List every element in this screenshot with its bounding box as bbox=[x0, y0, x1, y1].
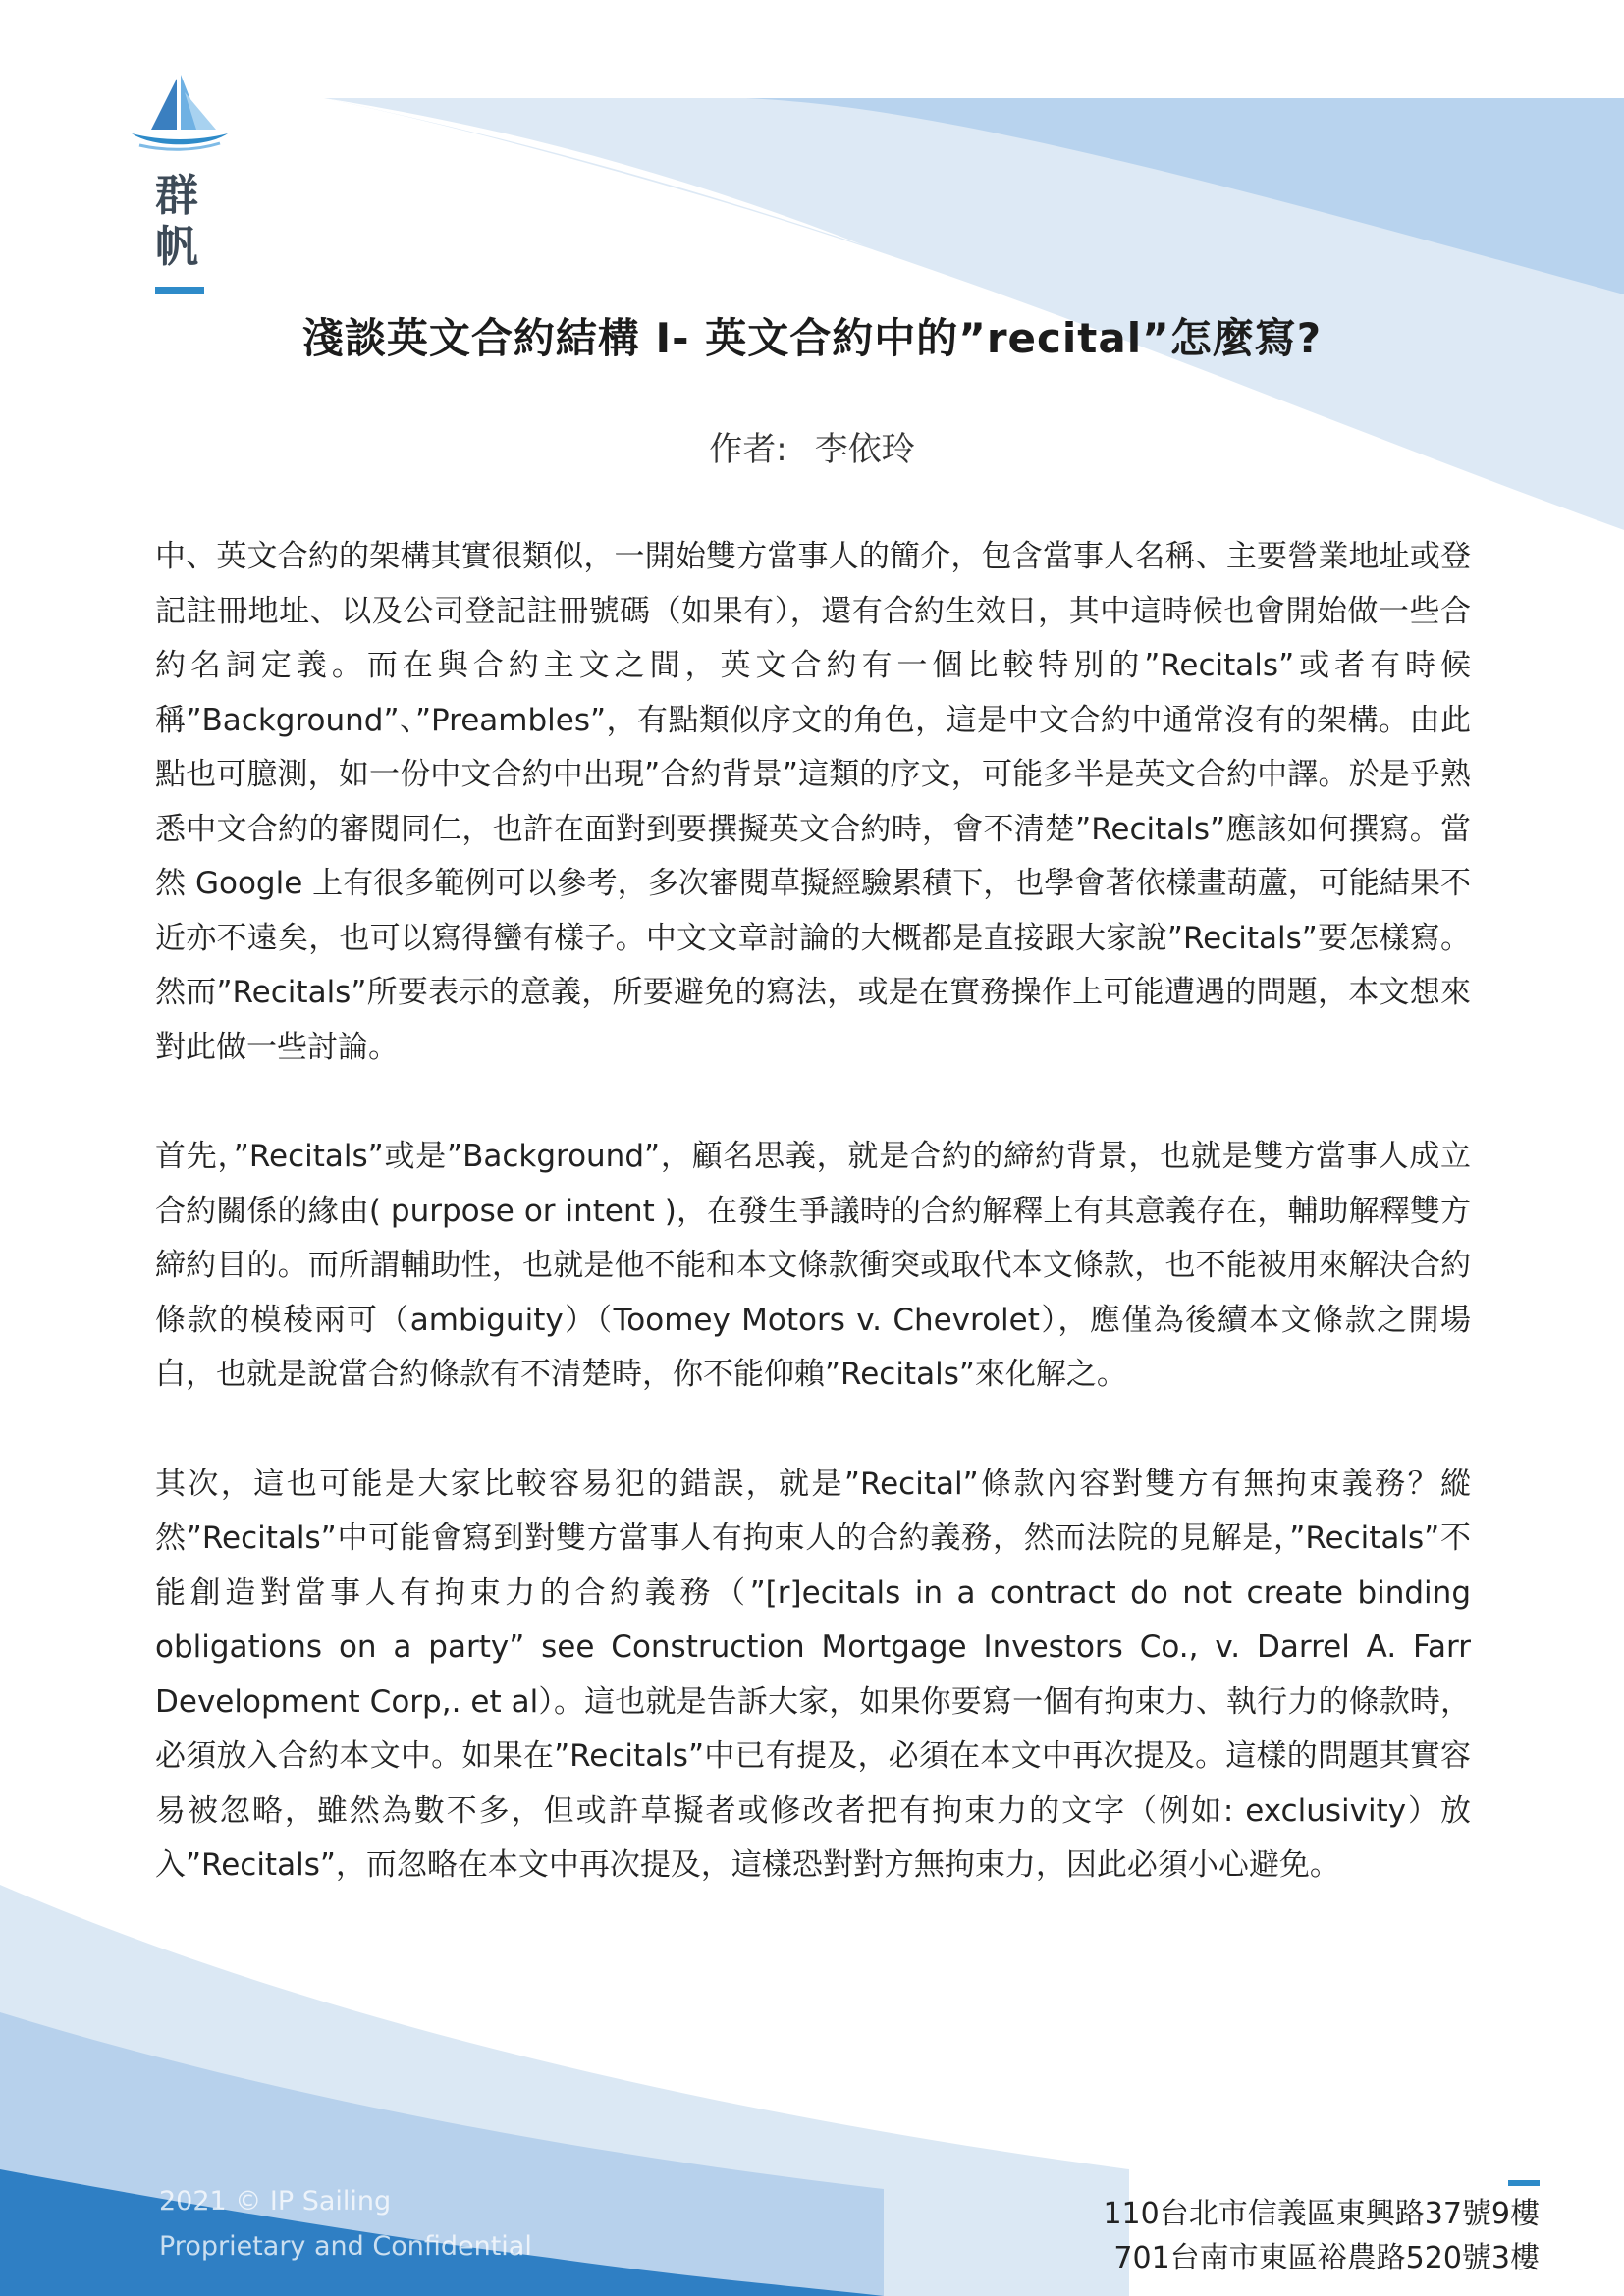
logo-char-1: 群 bbox=[155, 171, 198, 221]
sailboat-icon bbox=[126, 73, 234, 155]
paragraph-3: 其次，這也可能是大家比較容易犯的錯誤，就是”Recital”條款內容對雙方有無拘束義務？縱然”Recitals”中可能會寫到對雙方當事人有拘束人的合約義務，然而法院的見解是，”Recitals”不能創造對當事人有拘束力的合約義務（”[r]ecitals in a contract do not create binding obligations on a party” see Construction Mortgage Investors Co., v. Darrel A. Farr Development Corp,. et al）。這也就是告訴大家，如果你要寫一個有拘束力、執行力的條款時，必須放入合約本文中。如果在”Recitals”中已有提及，必須在本文中再次提及。這樣的問題其實容易被忽略，雖然為數不多，但或許草擬者或修改者把有拘束力的文字（例如: exclusivity）放入”Recitals”，而忽略在本文中再次提及，這樣恐對對方無拘束力，因此必須小心避免。 bbox=[155, 1466, 1471, 1883]
paragraph-2: 首先，”Recitals”或是”Background”，顧名思義，就是合約的締約背景，也就是雙方當事人成立合約關係的緣由( purpose or intent )，在發生爭議時的合約解釋上有其意義存在，輔助解釋雙方締約目的。而所謂輔助性，也就是他不能和本文條款衝突或取代本文條款，也不能被用來解決合約條款的模稜兩可（ambiguity）（Toomey Motors v. Chevrolet），應僅為後續本文條款之開場白，也就是說當合約條款有不清楚時，你不能仰賴”Recitals”來化解之。 bbox=[155, 1139, 1471, 1392]
author-line bbox=[98, 422, 1526, 470]
author-name: 李依玲 bbox=[814, 430, 915, 469]
author-label: 作者: bbox=[709, 430, 787, 469]
logo-char-2: 帆 bbox=[155, 222, 198, 272]
address-tainan: 701台南市東區裕農路520號3樓 bbox=[1113, 2241, 1540, 2275]
company-logo bbox=[126, 73, 234, 294]
confidential-text: Proprietary and Confidential bbox=[159, 2231, 532, 2262]
logo-underline bbox=[155, 287, 204, 294]
logo-text bbox=[155, 171, 214, 273]
copyright-text: 2021 © IP Sailing bbox=[159, 2186, 392, 2216]
paragraph-1: 中、英文合約的架構其實很類似，一開始雙方當事人的簡介，包含當事人名稱、主要營業地址或登記註冊地址、以及公司登記註冊號碼（如果有），還有合約生效日，其中這時候也會開始做一些合約名詞定義。而在與合約主文之間，英文合約有一個比較特別的”Recitals”或者有時候稱”Background”、”Preambles”，有點類似序文的角色，這是中文合約中通常沒有的架構。由此點也可臆測，如一份中文合約中出現”合約背景”這類的序文，可能多半是英文合約中譯。於是乎熟悉中文合約的審閱同仁，也許在面對到要撰擬英文合約時，會不清楚”Recitals”應該如何撰寫。當然 Google 上有很多範例可以參考，多次審閱草擬經驗累積下，也學會著依樣畫葫蘆，可能結果不近亦不遠矣，也可以寫得蠻有樣子。中文文章討論的大概都是直接跟大家說”Recitals”要怎樣寫。然而”Recitals”所要表示的意義，所要避免的寫法，或是在實務操作上可能遭遇的問題，本文想來對此做一些討論。 bbox=[155, 539, 1471, 1065]
article-title: 淺談英文合約結構 I- 英文合約中的”recital”怎麼寫? bbox=[301, 314, 1323, 362]
footer-copyright-block bbox=[159, 2179, 532, 2269]
footer-addresses bbox=[1103, 2174, 1540, 2280]
address-taipei: 110台北市信義區東興路37號9樓 bbox=[1103, 2197, 1540, 2231]
article-body bbox=[155, 530, 1471, 1949]
